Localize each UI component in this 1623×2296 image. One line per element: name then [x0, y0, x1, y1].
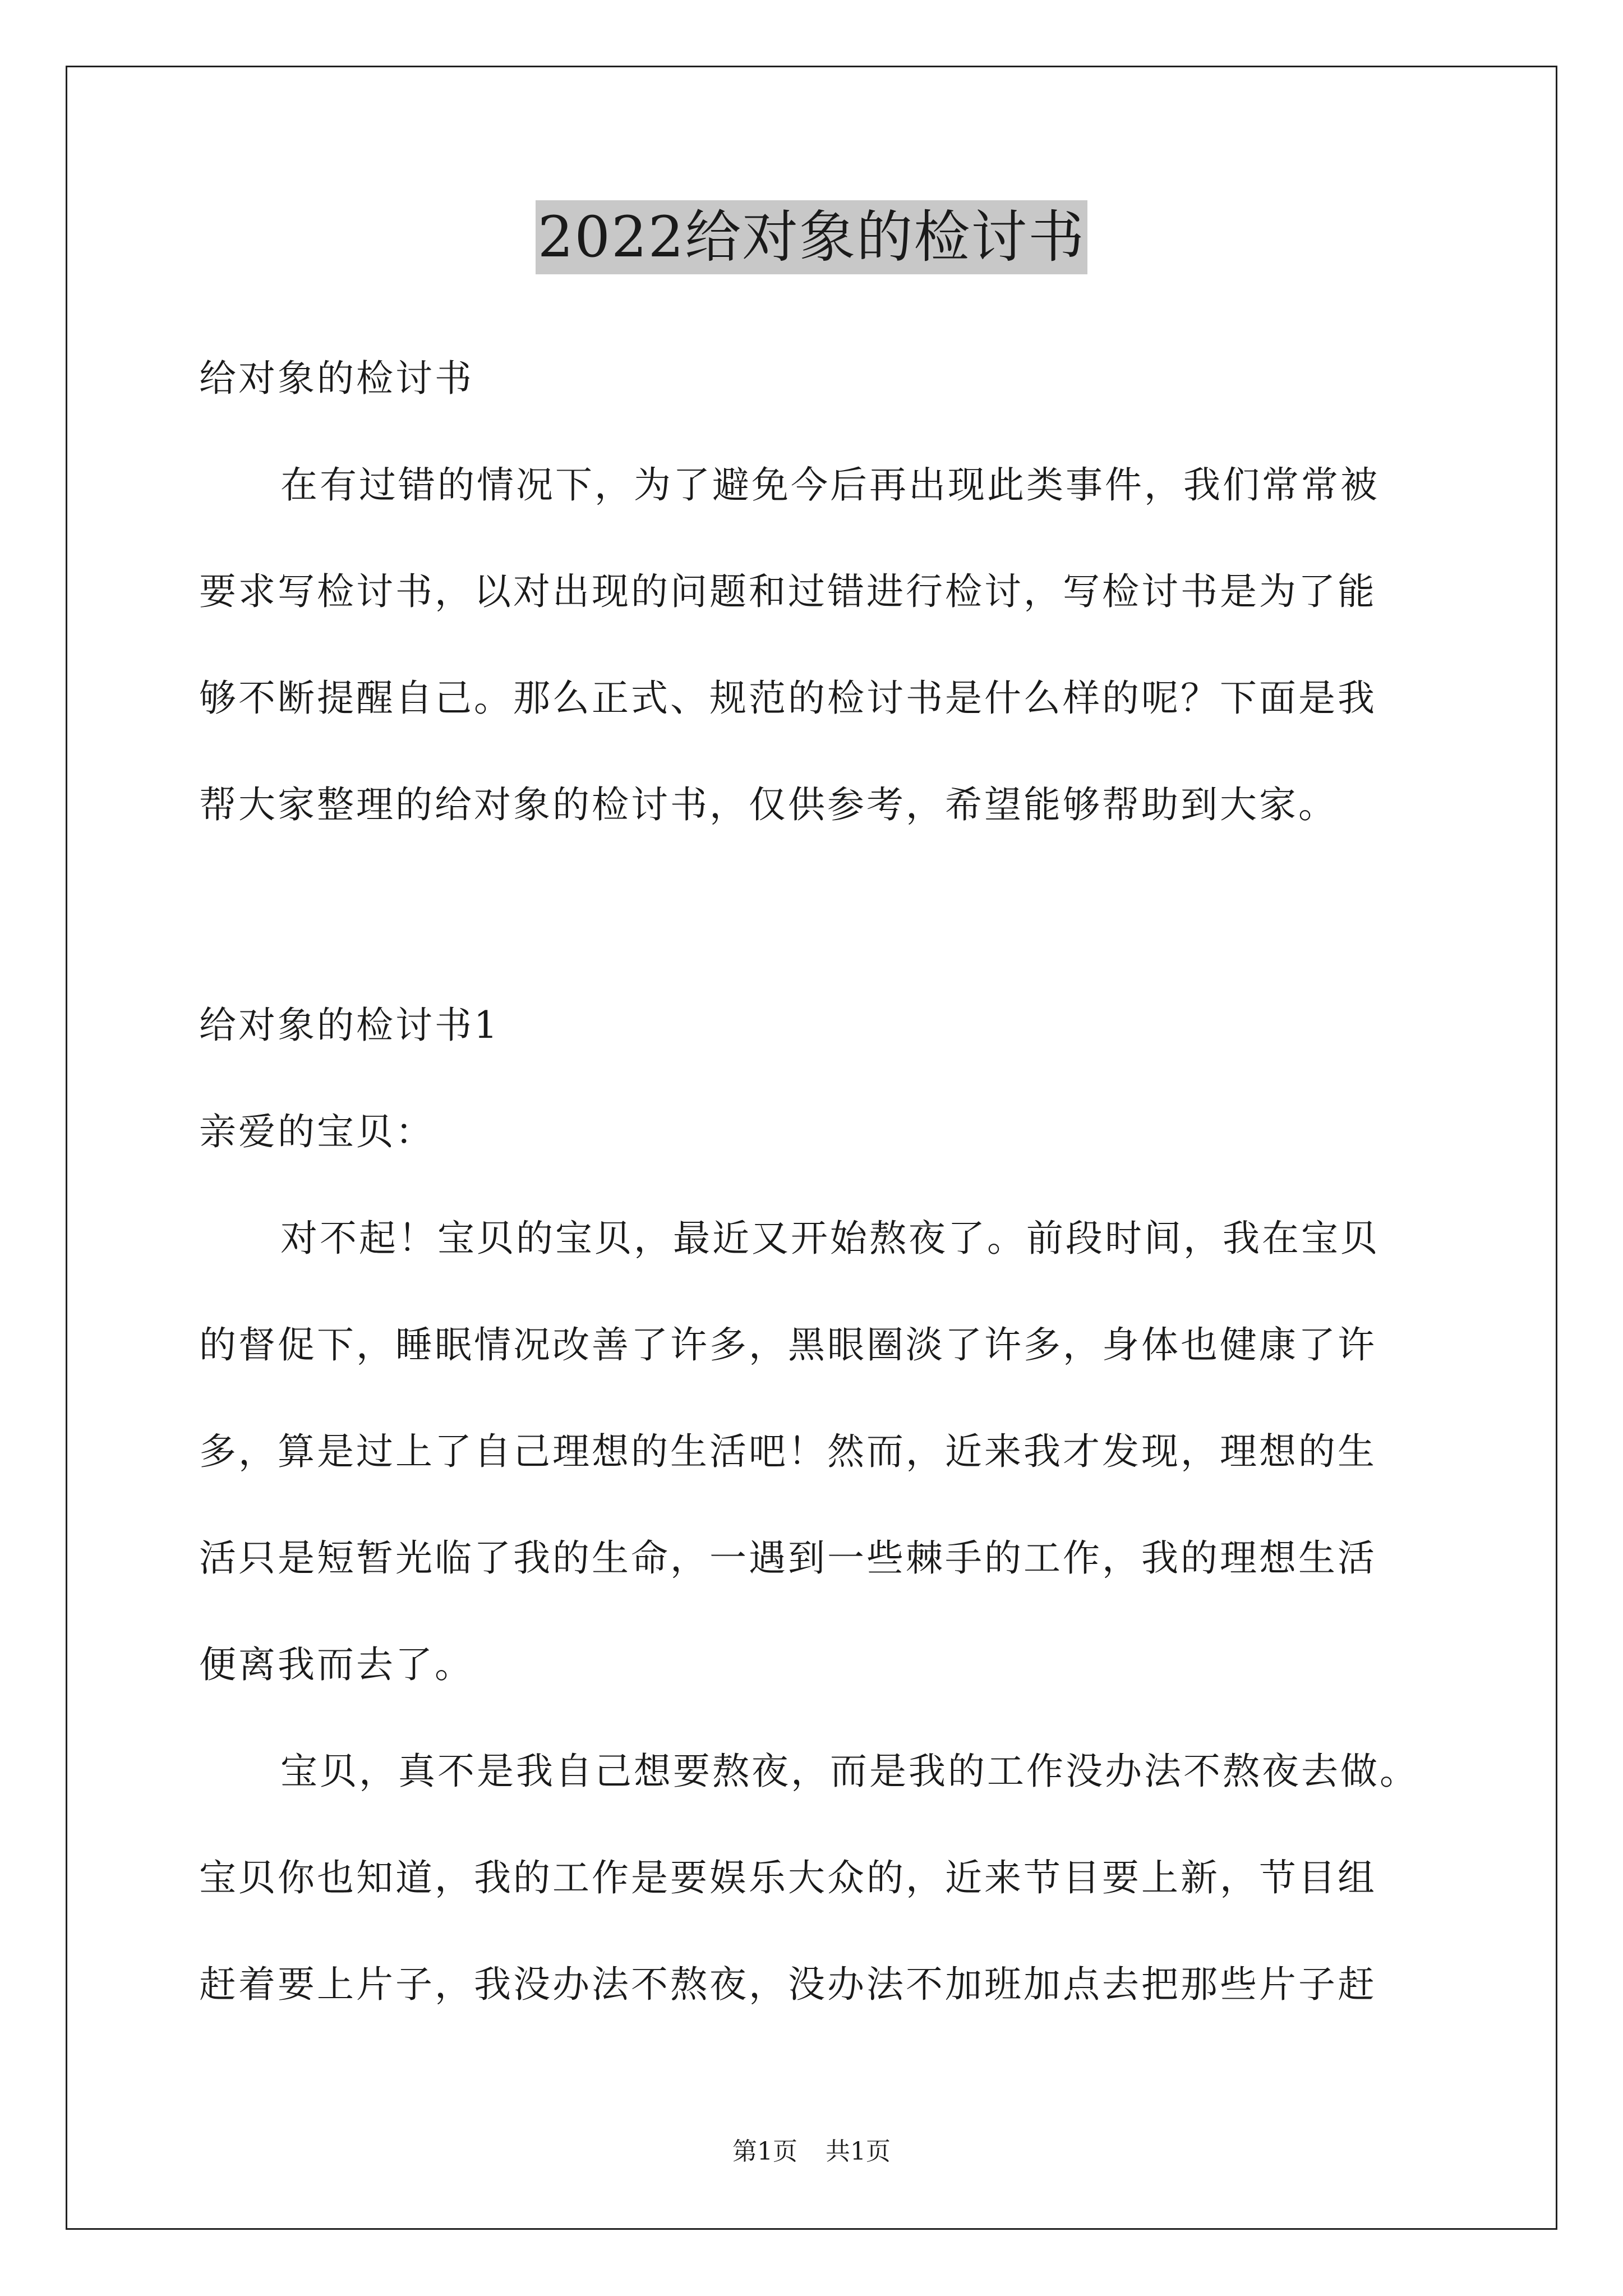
- page-number-total: 共1页: [826, 2137, 891, 2166]
- paragraph-line: 对不起！宝贝的宝贝，最近又开始熬夜了。前段时间，我在宝贝: [280, 1217, 1380, 1260]
- salutation: 亲爱的宝贝：: [199, 1110, 435, 1153]
- title-container: [0, 200, 1623, 274]
- paragraph-line: 宝贝你也知道，我的工作是要娱乐大众的，近来节目要上新，节目组: [199, 1856, 1377, 1899]
- paragraph-line: 便离我而去了。: [199, 1643, 474, 1686]
- paragraph-line: 在有过错的情况下，为了避免今后再出现此类事件，我们常常被: [280, 463, 1380, 507]
- paragraph-line: 够不断提醒自己。那么正式、规范的检讨书是什么样的呢？下面是我: [199, 677, 1377, 720]
- page-footer: [0, 2136, 1623, 2168]
- paragraph-line: 赶着要上片子，我没办法不熬夜，没办法不加班加点去把那些片子赶: [199, 1963, 1377, 2006]
- paragraph-line: 要求写检讨书，以对出现的问题和过错进行检讨，写检讨书是为了能: [199, 570, 1377, 613]
- document-title: 2022给对象的检讨书: [536, 200, 1088, 274]
- paragraph-line: 帮大家整理的给对象的检讨书，仅供参考，希望能够帮助到大家。: [199, 783, 1338, 826]
- page-number-current: 第1页: [732, 2137, 797, 2166]
- subtitle: 给对象的检讨书: [199, 357, 474, 400]
- paragraph-line: 宝贝，真不是我自己想要熬夜，而是我的工作没办法不熬夜去做。: [280, 1750, 1419, 1793]
- paragraph-line: 的督促下，睡眠情况改善了许多，黑眼圈淡了许多，身体也健康了许: [199, 1323, 1377, 1366]
- paragraph-line: 多，算是过上了自己理想的生活吧！然而，近来我才发现，理想的生: [199, 1430, 1377, 1473]
- paragraph-line: 活只是短暂光临了我的生命，一遇到一些棘手的工作，我的理想生活: [199, 1536, 1377, 1580]
- section-heading: 给对象的检讨书1: [199, 1004, 500, 1047]
